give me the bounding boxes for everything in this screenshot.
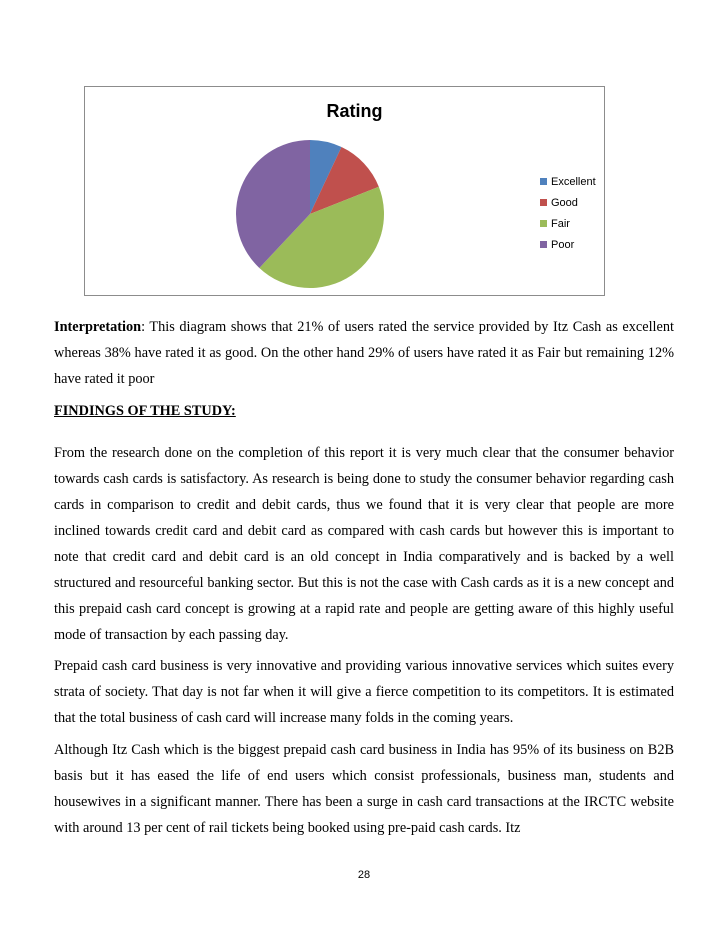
legend-item-excellent <box>540 171 596 192</box>
legend-item-fair <box>540 213 596 234</box>
interpretation-text: : This diagram shows that 21% of users rated the service provided by Itz Cash as excellent whereas 38% have rated it as good. On the other hand 29% of users have rated it as Fair but remaining 12% have rated it poor <box>54 319 674 387</box>
page-number: 28 <box>357 869 371 881</box>
legend-swatch <box>540 199 547 206</box>
interpretation-label: Interpretation <box>54 319 142 335</box>
interpretation-paragraph <box>54 314 674 392</box>
legend-label: Good <box>551 196 578 209</box>
legend-swatch <box>540 241 547 248</box>
legend-item-poor <box>540 234 596 255</box>
pie-chart <box>85 87 606 297</box>
chart-legend <box>540 171 596 255</box>
findings-heading-text: FINDINGS OF THE STUDY: <box>54 403 236 419</box>
legend-label: Excellent <box>551 175 596 188</box>
findings-paragraph-3 <box>54 737 674 841</box>
legend-item-good <box>540 192 596 213</box>
legend-label: Poor <box>551 238 575 251</box>
legend-swatch <box>540 178 547 185</box>
paragraph-text: From the research done on the completion of this report it is very much clear that the consumer behavior towards cash cards is satisfactory. As research is being done to study the consumer behavior regarding cash cards in comparison to credit and debit cards, thus we found that it is very clear that people are more inclined towards credit card and debit card as compared with cash cards but however this is important to note that credit card and debit card is an old concept in India comparatively and is backed by a well structured and resourceful banking sector. But this is not the case with Cash cards as it is a new concept and this prepaid cash card concept is growing at a rapid rate and people are getting aware of this highly useful mode of transaction by each passing day. <box>54 445 674 643</box>
legend-label: Fair <box>551 217 570 230</box>
legend-swatch <box>540 220 547 227</box>
findings-paragraph-1 <box>54 440 674 648</box>
paragraph-text: Prepaid cash card business is very innovative and providing various innovative services which suites every strata of society. That day is not far when it will give a fierce competition to its competitors. It is estimated that the total business of cash card will increase many folds in the coming years. <box>54 658 674 726</box>
chart-title: Rating <box>326 101 383 121</box>
findings-heading <box>54 398 674 424</box>
findings-paragraph-2 <box>54 653 674 731</box>
paragraph-text: Although Itz Cash which is the biggest prepaid cash card business in India has 95% of its business on B2B basis but it has eased the life of end users which consist professionals, business man, students and housewives in a significant manner. There has been a surge in cash card transactions at the IRCTC website with around 13 per cent of rail tickets being booked using pre-paid cash cards. Itz <box>54 742 674 836</box>
rating-chart <box>84 86 605 296</box>
